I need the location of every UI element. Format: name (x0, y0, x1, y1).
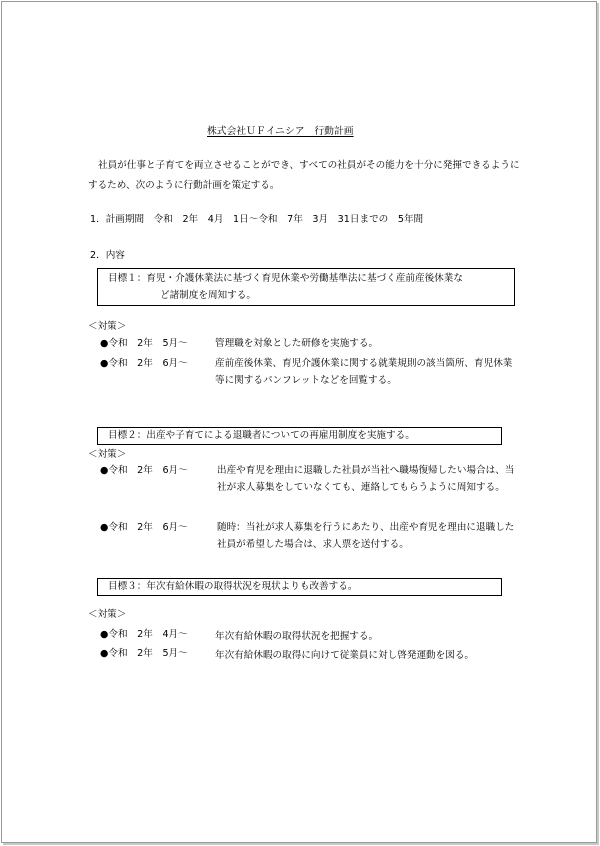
measures-label-3: ＜対策＞ (88, 609, 127, 620)
measure-text: 産前産後休業、育児介護休業に関する就業規則の該当箇所、育児休業等に関するパンフレットなどを回覧する。 (215, 358, 513, 386)
measure-text: 管理職を対象とした研修を実施する。 (215, 338, 379, 349)
measure-date: ●令和 2年 6月〜 (100, 522, 188, 533)
measure-date: ●令和 2年 5月〜 (100, 338, 188, 349)
document-page (1, 1, 597, 843)
measure-text: 年次有給休暇の取得状況を把握する。 (215, 631, 379, 642)
goal-2-text: 目標２：出産や子育てによる退職者についての再雇用制度を実施する。 (108, 430, 415, 441)
measure-date: ●令和 2年 4月〜 (100, 629, 188, 640)
goal-1-line2: ど諸制度を周知する。 (160, 290, 256, 301)
goal-3-text: 目標３：年次有給休暇の取得状況を現状よりも改善する。 (108, 581, 358, 592)
measures-label-2: ＜対策＞ (88, 449, 127, 460)
intro-paragraph (88, 156, 528, 196)
measure-date: ●令和 2年 5月〜 (100, 648, 188, 659)
plan-period: 1．計画期間 令和 2年 4月 1日〜令和 7年 3月 31日までの 5年間 (90, 214, 424, 225)
measure-text: 年次有給休暇の取得に向けて従業員に対し啓発運動を図る。 (215, 650, 475, 661)
measure-text: 出産や育児を理由に退職した社員が当社へ職場復帰したい場合は、当社が求人募集をしていなくても、連絡してもらうように周知する。 (217, 465, 515, 493)
goal-2-box (97, 427, 502, 445)
goal-3-box (97, 578, 502, 596)
measure-date: ●令和 2年 6月〜 (100, 358, 188, 369)
document-title: 株式会社ＵＦイニシア 行動計画 (207, 126, 354, 137)
content-heading: 2．内容 (90, 250, 125, 261)
measure-text: 随時：当社が求人募集を行うにあたり、出産や育児を理由に退職した社員が希望した場合は、求人票を送付する。 (217, 522, 515, 550)
measures-label-1: ＜対策＞ (88, 321, 127, 332)
goal-1-line1: 目標１：育児・介護休業法に基づく育児休業や労働基準法に基づく産前産後休業な (108, 273, 463, 284)
intro-text: 社員が仕事と子育てを両立させることができ、すべての社員がその能力を十分に発揮できるようにするため、次のように行動計画を策定する。 (88, 160, 520, 191)
measure-date: ●令和 2年 6月〜 (100, 465, 188, 476)
goal-1-box (97, 268, 515, 306)
